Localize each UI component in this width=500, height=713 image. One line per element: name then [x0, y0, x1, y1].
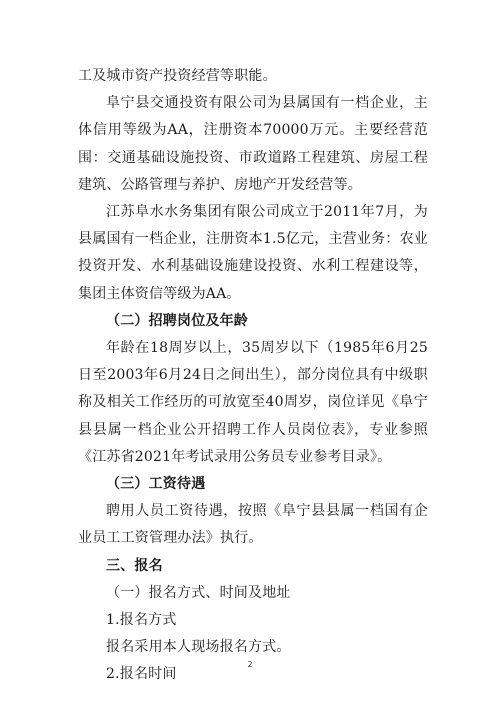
heading-registration: 三、报名 [106, 557, 163, 574]
heading-positions-and-age: （二）招聘岗位及年龄 [106, 312, 248, 329]
paragraph-continuation: 工及城市资产投资经营等职能。 [78, 68, 277, 84]
paragraph-onsite-registration: 报名采用本人现场报名方式。 [106, 639, 291, 656]
subheading-registration-method-time-address: （一）报名方式、时间及地址 [106, 584, 291, 601]
paragraph-jiaotong-investment: 阜宁县交通投资有限公司为县属国有一档企业，主体信用等级为AA，注册资本70000万元。主要经营范围：交通基础设施投资、市政道路工程建筑、房屋工程建筑、公路管理与养护、房地产开发经营等。 [78, 95, 428, 193]
document-body [78, 63, 428, 689]
heading-salary: （三）工资待遇 [106, 476, 206, 493]
item-registration-method: 1.报名方式 [106, 612, 177, 629]
page-number: 2 [247, 660, 253, 669]
paragraph-fushui-water-group: 江苏阜水水务集团有限公司成立于2011年7月，为县属国有一档企业，注册资本1.5亿元，主营业务：农业投资开发、水利基础设施建设投资、水利工程建设等，集团主体资信等级为AA。 [78, 204, 428, 302]
item-registration-time: 2.报名时间 [106, 666, 177, 683]
paragraph-salary: 聘用人员工资待遇，按照《阜宁县县属一档国有企业员工工资管理办法》执行。 [78, 503, 428, 547]
paragraph-age-requirements: 年龄在18周岁以上，35周岁以下（1985年6月25日至2003年6月24日之间出生），部分岗位具有中级职称及相关工作经历的可放宽至40周岁，岗位详见《阜宁县县属一档企业公开招聘工作人员岗位表》，专业参照《江苏省2021年考试录用公务员专业参考目录》。 [78, 340, 428, 465]
